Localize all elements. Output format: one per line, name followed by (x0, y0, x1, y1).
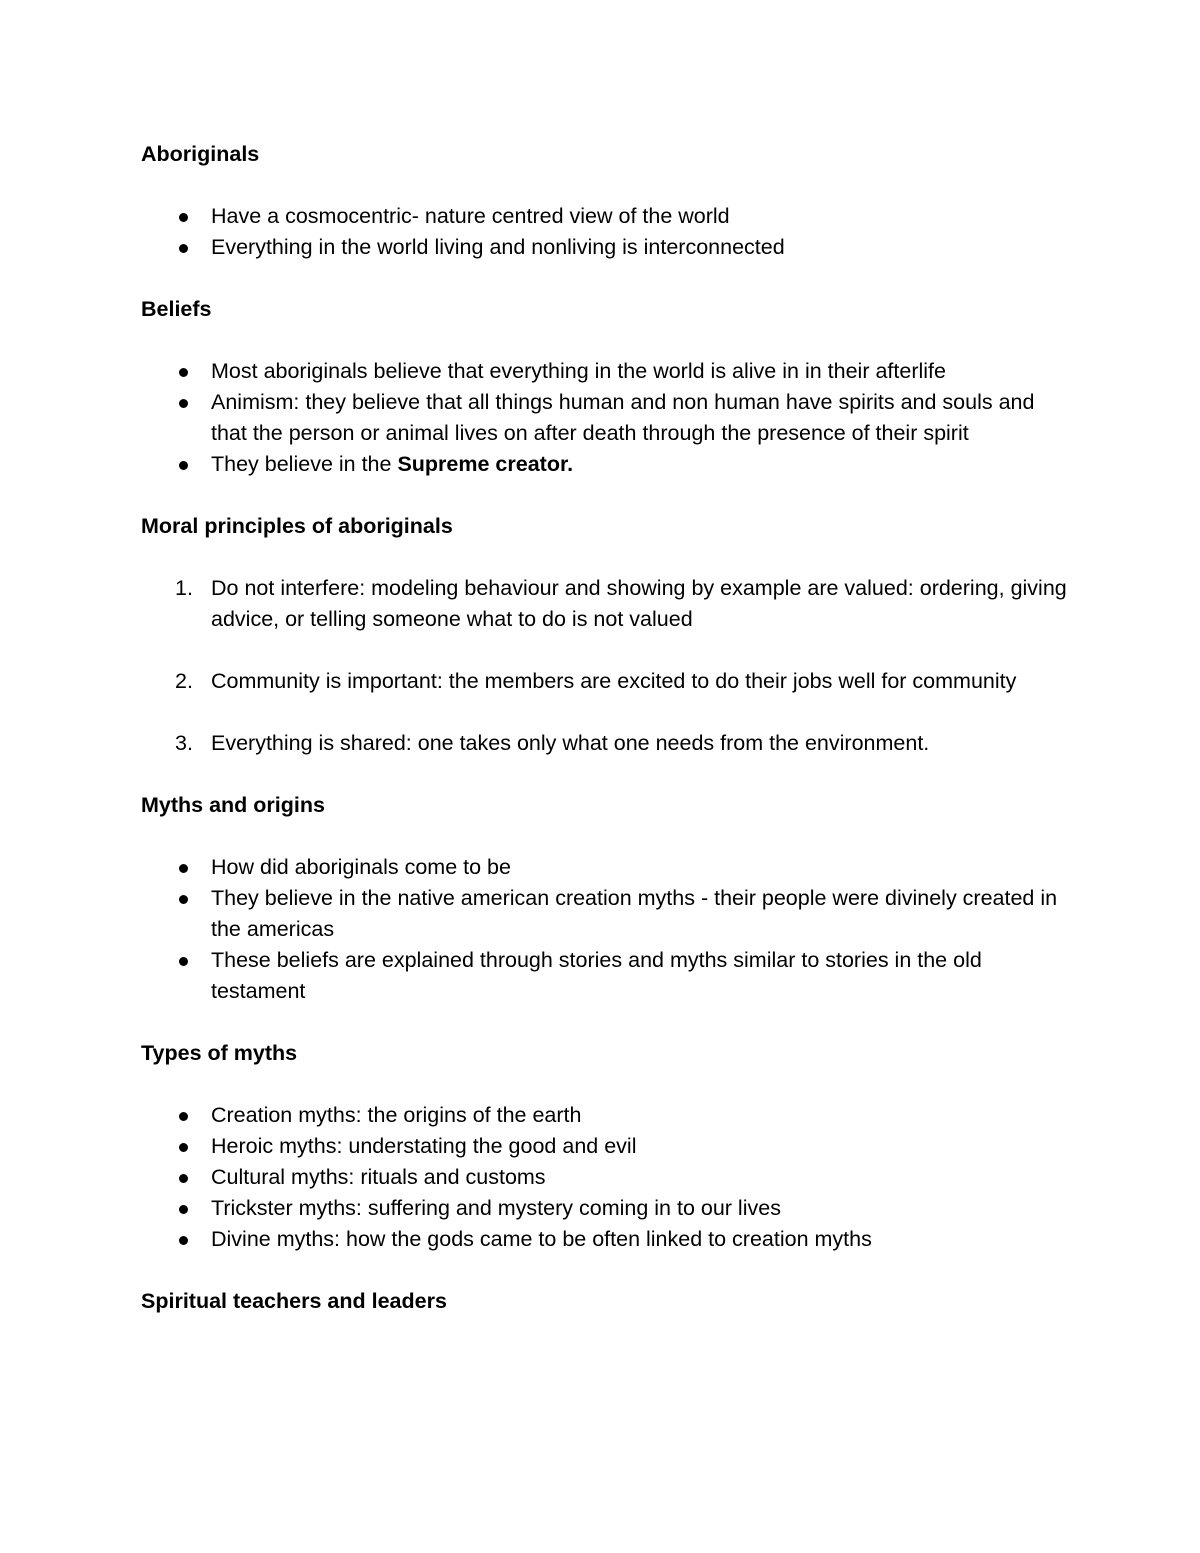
list-item: Heroic myths: understating the good and evil (141, 1131, 1071, 1162)
section-heading-beliefs: Beliefs (141, 297, 212, 321)
item-number: 1. (175, 576, 193, 600)
document-page (141, 139, 1071, 1317)
numbered-list-moral-principles (141, 573, 1071, 759)
list-item: Most aboriginals believe that everything in the world is alive in in their afterlife (141, 356, 1071, 387)
list-item: How did aboriginals come to be (141, 852, 1071, 883)
bullet-icon (179, 213, 188, 222)
section-heading-spiritual-teachers: Spiritual teachers and leaders (141, 1289, 447, 1313)
section-heading-myths-and-origins: Myths and origins (141, 793, 325, 817)
bullet-icon (179, 1112, 188, 1121)
list-item: Have a cosmocentric- nature centred view of the world (141, 201, 1071, 232)
list-item (141, 449, 1071, 480)
list-item-prefix: They believe in the (211, 452, 398, 476)
bullet-icon (179, 461, 188, 470)
bullet-list-beliefs (141, 356, 1071, 480)
list-item: Everything in the world living and nonliving is interconnected (141, 232, 1071, 263)
numbered-item: 2. Community is important: the members are excited to do their jobs well for community (141, 666, 1071, 697)
list-item: These beliefs are explained through stories and myths similar to stories in the old testament (141, 945, 1071, 1007)
list-item: Divine myths: how the gods came to be often linked to creation myths (141, 1224, 1071, 1255)
list-item: Cultural myths: rituals and customs (141, 1162, 1071, 1193)
item-number: 3. (175, 731, 193, 755)
bullet-list-types-of-myths (141, 1100, 1071, 1255)
bullet-icon (179, 957, 188, 966)
bullet-icon (179, 864, 188, 873)
list-item: Animism: they believe that all things human and non human have spirits and souls and that the person or animal lives on after death through the presence of their spirit (141, 387, 1071, 449)
bullet-icon (179, 1205, 188, 1214)
section-heading-moral-principles: Moral principles of aboriginals (141, 514, 453, 538)
bullet-icon (179, 368, 188, 377)
bullet-icon (179, 895, 188, 904)
section-heading-aboriginals: Aboriginals (141, 142, 260, 166)
bullet-list-aboriginals (141, 201, 1071, 263)
bullet-list-myths-and-origins (141, 852, 1071, 1007)
bullet-icon (179, 1236, 188, 1245)
item-number: 2. (175, 669, 193, 693)
numbered-item: 3. Everything is shared: one takes only what one needs from the environment. (141, 728, 1071, 759)
list-item: Creation myths: the origins of the earth (141, 1100, 1071, 1131)
bullet-icon (179, 1174, 188, 1183)
bold-term: Supreme creator. (397, 452, 574, 476)
list-item: They believe in the native american creation myths - their people were divinely created in the americas (141, 883, 1071, 945)
list-item: Trickster myths: suffering and mystery coming in to our lives (141, 1193, 1071, 1224)
numbered-item: 1. Do not interfere: modeling behaviour and showing by example are valued: ordering, giving advice, or telling someone what to do is not valued (141, 573, 1071, 635)
bullet-icon (179, 244, 188, 253)
section-heading-types-of-myths: Types of myths (141, 1041, 298, 1065)
bullet-icon (179, 399, 188, 408)
bullet-icon (179, 1143, 188, 1152)
